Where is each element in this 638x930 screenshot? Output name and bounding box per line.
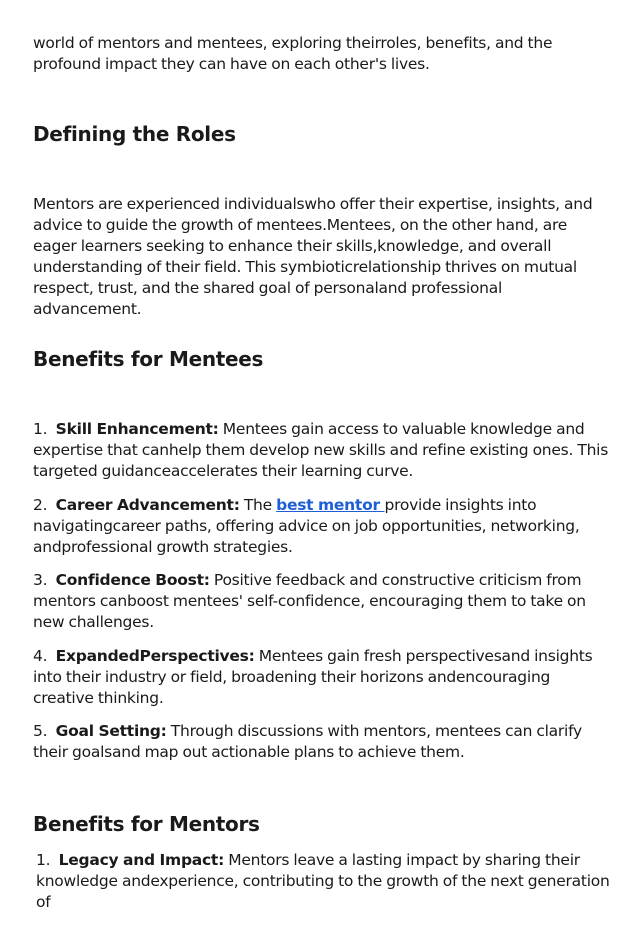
roles-paragraph: Mentors are experienced individualswho offer their expertise, insights, and advice to guide the growth of mentees.Mentees, on the other hand, are eager learners seeking to enhance their skills,knowledge, and overall understanding of their field. This symbioticrelationship thrives on mutual respect, trust, and the shared goal of personaland professional advancement. (33, 195, 593, 318)
list-item-title: Legacy and Impact: (58, 851, 225, 869)
list-item-legacy-impact (36, 850, 613, 913)
list-number: 2. (33, 496, 48, 514)
list-item-skill-enhancement (33, 419, 613, 482)
list-item-title: Confidence Boost: (55, 571, 210, 589)
heading-defining-roles: Defining the Roles (33, 122, 236, 146)
heading-benefits-mentors: Benefits for Mentors (33, 812, 260, 836)
list-item-text: Mentees gain access to valuable knowledge and expertise that canhelp them develop new skills and refine existing ones. This targeted guidanceaccelerates their learning curve. (33, 420, 609, 480)
list-item-confidence-boost (33, 570, 613, 633)
list-item-career-advancement (33, 495, 613, 558)
list-number: 3. (33, 571, 48, 589)
list-number: 1. (36, 851, 51, 869)
list-item-title: Skill Enhancement: (55, 420, 219, 438)
best-mentor-link[interactable]: best mentor (276, 496, 385, 514)
list-item-goal-setting (33, 721, 613, 763)
list-item-pre-text: The (239, 496, 277, 514)
list-item-text: Positive feedback and constructive criticism from mentors canboost mentees' self-confidence, encouraging them to take on new challenges. (33, 571, 586, 631)
list-number: 1. (33, 420, 48, 438)
list-item-text: Mentees gain fresh perspectivesand insights into their industry or field, broadening their horizons andencouraging creative thinking. (33, 647, 593, 707)
list-item-expanded-perspectives (33, 646, 613, 709)
list-item-text: Mentors leave a lasting impact by sharing their knowledge andexperience, contributing to the growth of the next generation of (36, 851, 610, 911)
intro-paragraph: world of mentors and mentees, exploring theirroles, benefits, and the profound impact they can have on each other's lives. (33, 34, 553, 73)
list-item-title: Goal Setting: (55, 722, 167, 740)
list-number: 5. (33, 722, 48, 740)
list-item-title: ExpandedPerspectives: (55, 647, 255, 665)
list-number: 4. (33, 647, 48, 665)
heading-benefits-mentees: Benefits for Mentees (33, 347, 264, 371)
list-item-title: Career Advancement: (55, 496, 240, 514)
list-item-text: provide insights into navigatingcareer paths, offering advice on job opportunities, networking, andprofessional growth strategies. (33, 496, 580, 556)
list-item-text: Through discussions with mentors, mentees can clarify their goalsand map out actionable plans to achieve them. (33, 722, 582, 761)
